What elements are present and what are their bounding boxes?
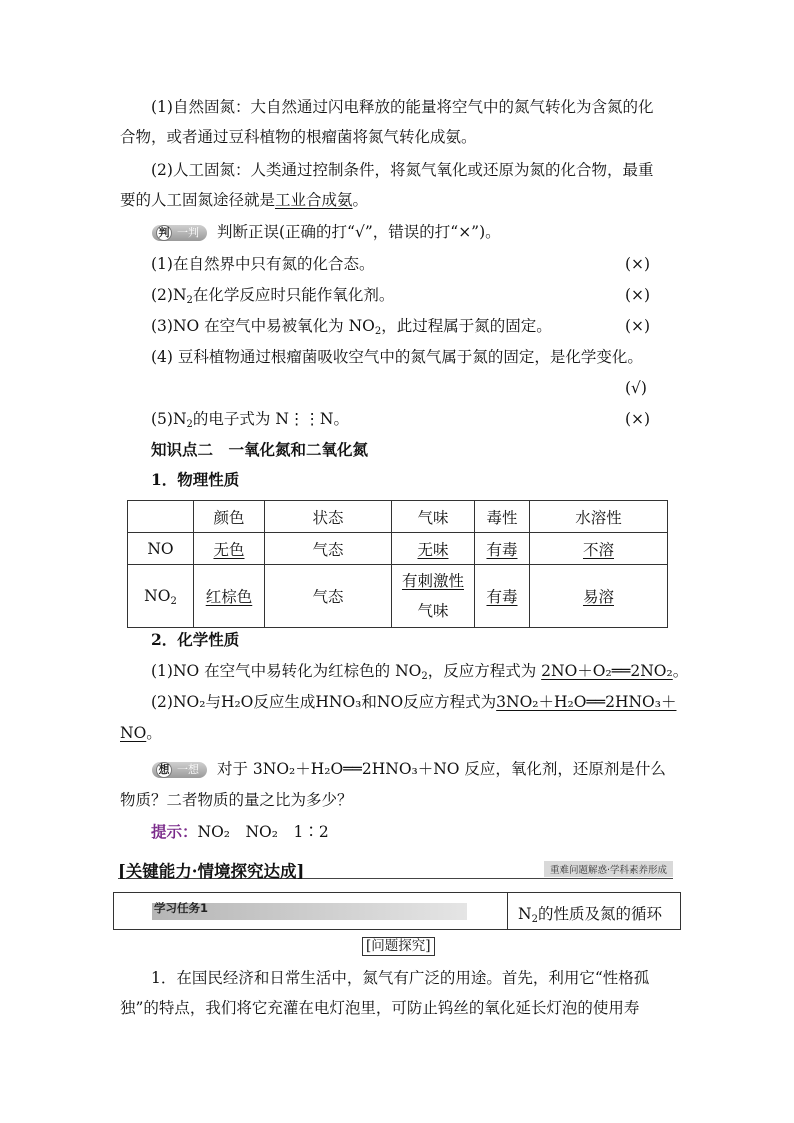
answer-underlined: 有刺激性 xyxy=(401,572,464,590)
table-cell xyxy=(475,533,530,565)
table-header-cell: 水溶性 xyxy=(530,501,668,533)
table-header-cell: 颜色 xyxy=(194,501,265,533)
text-segment: 气味 xyxy=(417,602,449,620)
equation-underlined: 2NO＋O₂══2NO₂ xyxy=(541,662,673,680)
text-segment: (5)N xyxy=(151,410,187,428)
table-header-cell: 气味 xyxy=(392,501,475,533)
hint-label: 提示： xyxy=(151,822,198,841)
judge-item-1: (1)在自然界中只有氮的化合态。 xyxy=(151,255,375,273)
equation-underlined: NO xyxy=(120,724,147,742)
text-segment: 的性质及氮的循环 xyxy=(537,905,662,923)
chem-property-2-line2 xyxy=(120,723,162,743)
subscript: 2 xyxy=(421,671,428,682)
table-row xyxy=(128,533,668,565)
chem-property-1 xyxy=(151,661,688,681)
judge-instruction: 判断正误(正确的打“√”，错误的打“×”)。 xyxy=(217,223,501,241)
think-badge-char: 想 xyxy=(156,762,172,778)
explore-paragraph-line1: 1．在国民经济和日常生活中，氮气有广泛的用途。首先，利用它“性格孤 xyxy=(151,969,650,987)
answer-underlined: 工业合成氨 xyxy=(275,191,353,209)
text-segment: 。 xyxy=(352,191,369,209)
text-segment: 。 xyxy=(672,662,689,680)
answer-underlined: 不溶 xyxy=(582,540,614,559)
think-badge-icon xyxy=(152,762,207,778)
think-question-line2: 物质？二者物质的量之比为多少？ xyxy=(120,791,353,809)
subsection-chemical-properties: 2．化学性质 xyxy=(151,630,240,649)
judge-badge-icon xyxy=(152,225,207,241)
table-row xyxy=(128,565,668,628)
table-cell xyxy=(530,533,668,565)
section-title: [关键能力·情境探究达成] xyxy=(118,862,305,881)
table-cell: NO xyxy=(128,533,194,565)
judge-item-4: (4) 豆科植物通过根瘤菌吸收空气中的氮气属于氮的固定，是化学变化。 xyxy=(151,348,643,366)
subscript: 2 xyxy=(186,295,193,306)
task-label-area xyxy=(114,893,508,929)
judge-item-2 xyxy=(151,285,394,305)
think-hint xyxy=(151,822,329,842)
answer-underlined: 易溶 xyxy=(582,588,614,606)
table-cell: 气态 xyxy=(265,533,392,565)
explore-paragraph-line2: 独”的特点，我们将它充灌在电灯泡里，可防止钨丝的氧化延长灯泡的使用寿 xyxy=(120,999,640,1017)
judge-answer-1: (×) xyxy=(625,255,651,273)
judge-answer-2: (×) xyxy=(625,286,651,304)
text-segment: ，反应方程式为 xyxy=(427,662,542,680)
paragraph-artificial-fixation-line2 xyxy=(120,190,368,210)
table-cell xyxy=(194,533,265,565)
text-segment: 。 xyxy=(146,724,162,742)
table-cell xyxy=(392,565,475,628)
hint-answer: NO₂ NO₂ 1∶2 xyxy=(197,823,329,841)
paragraph-natural-fixation-line2: 合物，或者通过豆科植物的根瘤菌将氮气转化成氨。 xyxy=(120,128,477,146)
section-header-bar xyxy=(118,858,673,879)
answer-underlined: 无味 xyxy=(417,540,449,559)
task-topic xyxy=(518,902,662,924)
answer-underlined: 有毒 xyxy=(486,588,518,606)
properties-table xyxy=(127,500,668,628)
text-segment: (2)NO₂与H₂O反应生成HNO₃和NO反应方程式为 xyxy=(151,693,497,711)
paragraph-artificial-fixation-line1: (2)人工固氮：人类通过控制条件，将氮气氧化或还原为氮的化合物，最重 xyxy=(151,161,654,179)
answer-underlined: 红棕色 xyxy=(205,588,253,606)
subsection-physical-properties: 1．物理性质 xyxy=(151,470,240,489)
answer-underlined: 有毒 xyxy=(486,540,518,559)
judge-header xyxy=(152,222,501,242)
table-header-row xyxy=(128,501,668,533)
learning-task-box xyxy=(113,892,681,930)
table-cell xyxy=(530,565,668,628)
think-badge-text: 一想 xyxy=(177,763,199,776)
text-segment: 在化学反应时只能作氧化剂。 xyxy=(192,286,395,304)
text-segment: 的电子式为 N⋮⋮N。 xyxy=(192,410,349,428)
table-cell xyxy=(128,565,194,628)
table-cell xyxy=(392,533,475,565)
text-segment: (3)NO 在空气中易被氧化为 NO xyxy=(151,317,375,335)
paragraph-natural-fixation-line1: (1)自然固氮：大自然通过闪电释放的能量将空气中的氮气转化为含氮的化 xyxy=(151,98,654,116)
table-header-cell: 毒性 xyxy=(475,501,530,533)
judge-item-5 xyxy=(151,409,349,429)
table-cell xyxy=(194,565,265,628)
subscript: 2 xyxy=(170,596,177,607)
table-cell xyxy=(475,565,530,628)
task-label: 学习任务1 xyxy=(154,901,209,915)
judge-badge-text: 一判 xyxy=(177,226,199,239)
text-segment: 要的人工固氮途径就是 xyxy=(120,191,276,209)
think-question-text: 对于 3NO₂＋H₂O══2HNO₃＋NO 反应，氧化剂，还原剂是什么 xyxy=(217,760,666,778)
text-segment: ，此过程属于氮的固定。 xyxy=(381,317,552,335)
judge-answer-4: (√) xyxy=(625,379,647,397)
table-header-cell: 状态 xyxy=(265,501,392,533)
judge-answer-5: (×) xyxy=(625,410,651,428)
subscript: 2 xyxy=(374,326,382,337)
text-segment: N xyxy=(518,905,532,923)
equation-underlined: 3NO₂＋H₂O══2HNO₃＋ xyxy=(496,693,677,711)
problem-explore-label: [问题探究] xyxy=(362,937,435,956)
answer-underlined: 无色 xyxy=(213,540,245,559)
subscript: 2 xyxy=(531,914,538,925)
think-question-line1 xyxy=(152,759,666,779)
chem-property-2-line1 xyxy=(151,692,676,712)
table-cell: 气态 xyxy=(265,565,392,628)
text-segment: (2)N xyxy=(151,286,187,304)
section-tag: 重难问题解惑·学科素养形成 xyxy=(544,861,673,877)
judge-badge-char: 判 xyxy=(156,225,172,241)
table-header-cell xyxy=(128,501,194,533)
knowledge-point-heading: 知识点二 一氧化氮和二氧化氮 xyxy=(151,440,369,459)
judge-item-3 xyxy=(151,316,552,336)
text-segment: (1)NO 在空气中易转化为红棕色的 NO xyxy=(151,662,422,680)
judge-answer-3: (×) xyxy=(625,317,651,335)
subscript: 2 xyxy=(186,419,193,430)
text-segment: NO xyxy=(144,587,171,605)
